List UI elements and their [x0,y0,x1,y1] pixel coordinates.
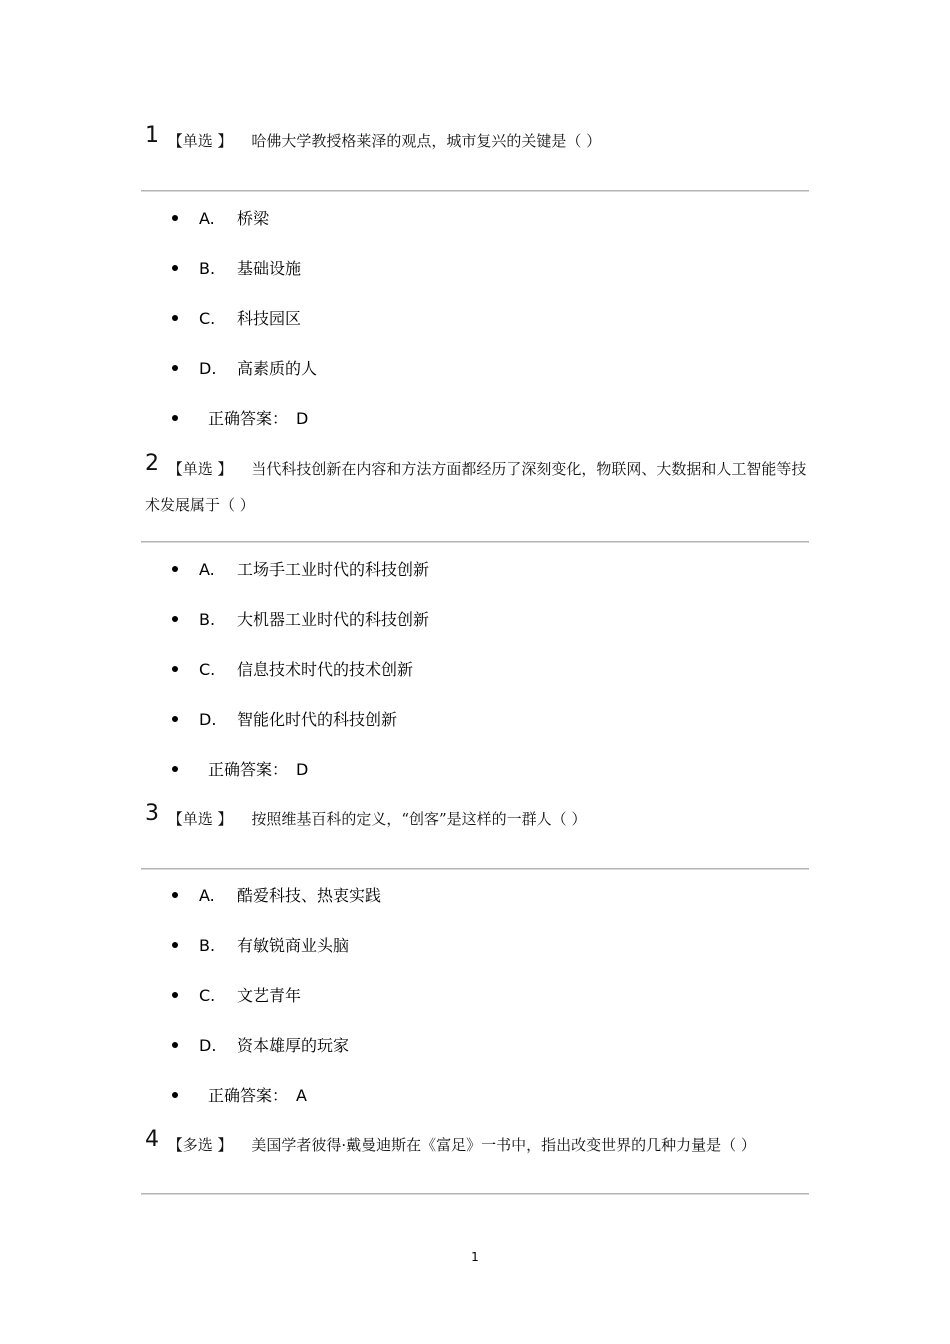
question-4-divider [141,1193,809,1195]
bullet-icon [172,415,178,421]
correct-answer: 正确答案： D [172,759,429,809]
question-text: 美国学者彼得·戴曼迪斯在《富足》一书中，指出改变世界的几种力量是（ ） [251,1136,756,1154]
question-type: 【单选 】 [167,132,233,150]
bullet-icon [172,265,178,271]
question-1 [145,122,810,159]
bullet-icon [172,716,178,722]
option-b: B. 有敏锐商业头脑 [172,935,381,985]
question-number: 4 [145,1127,159,1152]
bullet-icon [172,666,178,672]
option-a: A. 工场手工业时代的科技创新 [172,559,429,609]
option-c: C. 信息技术时代的技术创新 [172,659,429,709]
bullet-icon [172,1042,178,1048]
question-text: 按照维基百科的定义，“创客”是这样的一群人（ ） [251,810,587,828]
option-c: C. 文艺青年 [172,985,381,1035]
bullet-icon [172,566,178,572]
question-text: 当代科技创新在内容和方法方面都经历了深刻变化，物联网、大数据和人工智能等技术发展属于（ ） [145,460,807,514]
option-d: D. 智能化时代的科技创新 [172,709,429,759]
question-2-header [145,450,810,523]
question-type: 【单选 】 [167,460,233,478]
question-4 [145,1126,810,1163]
question-1-options [172,208,317,458]
bullet-icon [172,992,178,998]
page-number: 1 [471,1250,479,1264]
question-2-divider [141,541,809,543]
option-a: A. 桥梁 [172,208,317,258]
question-2 [145,450,810,523]
question-3 [145,800,810,837]
option-b: B. 大机器工业时代的科技创新 [172,609,429,659]
option-c: C. 科技园区 [172,308,317,358]
question-type: 【单选 】 [167,810,233,828]
correct-answer: 正确答案： A [172,1085,381,1135]
question-3-header [145,800,810,837]
option-d: D. 高素质的人 [172,358,317,408]
question-type: 【多选 】 [167,1136,233,1154]
bullet-icon [172,892,178,898]
question-number: 3 [145,801,159,826]
question-4-header [145,1126,810,1163]
question-3-divider [141,868,809,870]
bullet-icon [172,766,178,772]
bullet-icon [172,942,178,948]
question-number: 2 [145,451,159,476]
question-3-options [172,885,381,1135]
bullet-icon [172,1092,178,1098]
option-a: A. 酷爱科技、热衷实践 [172,885,381,935]
bullet-icon [172,365,178,371]
question-1-divider [141,190,809,192]
question-text: 哈佛大学教授格莱泽的观点，城市复兴的关键是（ ） [251,132,602,150]
bullet-icon [172,315,178,321]
bullet-icon [172,215,178,221]
option-b: B. 基础设施 [172,258,317,308]
question-number: 1 [145,123,159,148]
question-1-header [145,122,810,159]
correct-answer: 正确答案： D [172,408,317,458]
question-2-options [172,559,429,809]
option-d: D. 资本雄厚的玩家 [172,1035,381,1085]
bullet-icon [172,616,178,622]
